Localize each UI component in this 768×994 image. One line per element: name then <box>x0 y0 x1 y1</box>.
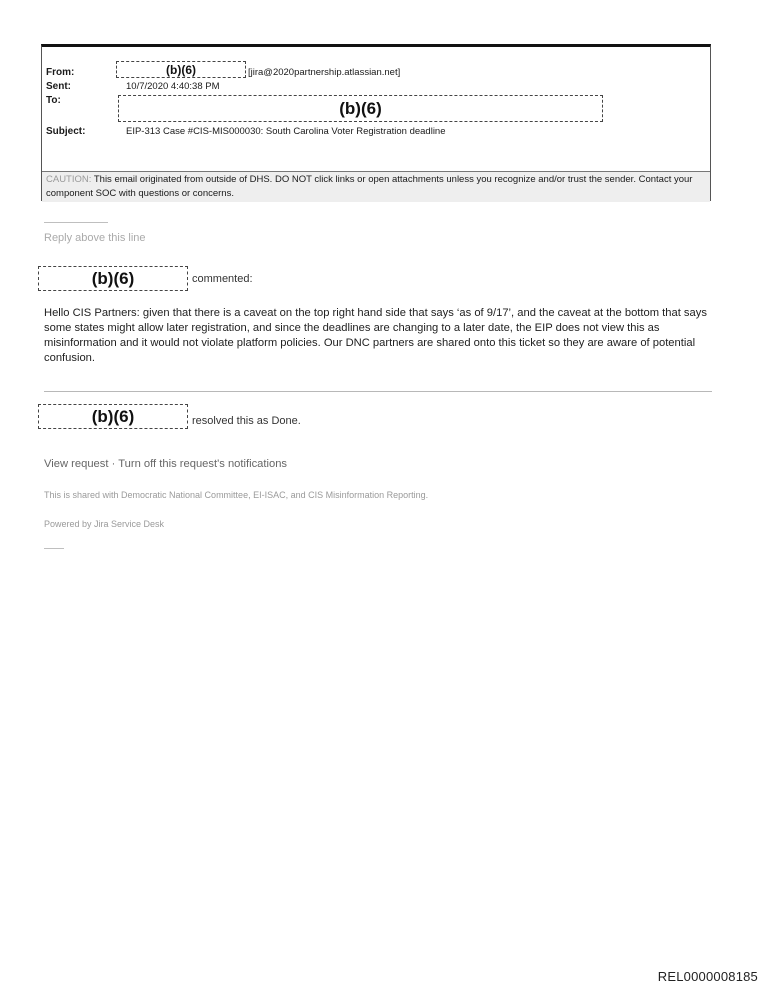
to-label: To: <box>46 95 61 106</box>
view-request-link[interactable]: View request <box>44 458 109 470</box>
shared-note: This is shared with Democratic National Committee, EI-ISAC, and CIS Misinformation Reporting. <box>44 490 429 500</box>
sent-value: 10/7/2020 4:40:38 PM <box>126 81 220 92</box>
short-rule-bottom <box>44 548 64 549</box>
comment-author-redaction: (b)(6) <box>38 266 188 291</box>
bates-number: REL0000008185 <box>657 969 758 984</box>
turn-off-notifications-link[interactable]: Turn off this request's notifications <box>118 458 288 470</box>
short-rule-top <box>44 222 108 223</box>
link-separator: · <box>111 458 116 470</box>
caution-banner <box>42 171 710 202</box>
subject-label: Subject: <box>46 126 86 137</box>
divider <box>44 391 712 392</box>
email-header <box>41 44 711 201</box>
caution-text: This email originated from outside of DHS. DO NOT click links or open attachments unless you recognize and/or trust the sender. Contact your component SOC with questions or concerns. <box>46 174 693 199</box>
from-label: From: <box>46 67 75 78</box>
caution-label: CAUTION: <box>46 174 92 185</box>
comment-action: commented: <box>192 273 253 285</box>
powered-by[interactable]: Powered by Jira Service Desk <box>44 519 165 529</box>
reply-above-line: Reply above this line <box>44 232 146 244</box>
to-redaction: (b)(6) <box>118 95 603 122</box>
subject-value: EIP-313 Case #CIS-MIS000030: South Carolina Voter Registration deadline <box>126 126 446 137</box>
resolver-redaction: (b)(6) <box>38 404 188 429</box>
from-redaction: (b)(6) <box>116 61 246 78</box>
resolution-text: resolved this as Done. <box>192 415 301 427</box>
links-row <box>44 458 287 470</box>
sent-label: Sent: <box>46 81 71 92</box>
from-email: [jira@2020partnership.atlassian.net] <box>248 67 401 78</box>
comment-body: Hello CIS Partners: given that there is a caveat on the top right hand side that says ‘as of 9/17’, and the caveat at the bottom that says some states might allow later registration, and since the deadlines are changing to a later date, the EIP does not view this as misinformation and it would not violate platform policies. Our DNC partners are shared onto this ticket so they are aware of potential confusion. <box>44 307 707 364</box>
